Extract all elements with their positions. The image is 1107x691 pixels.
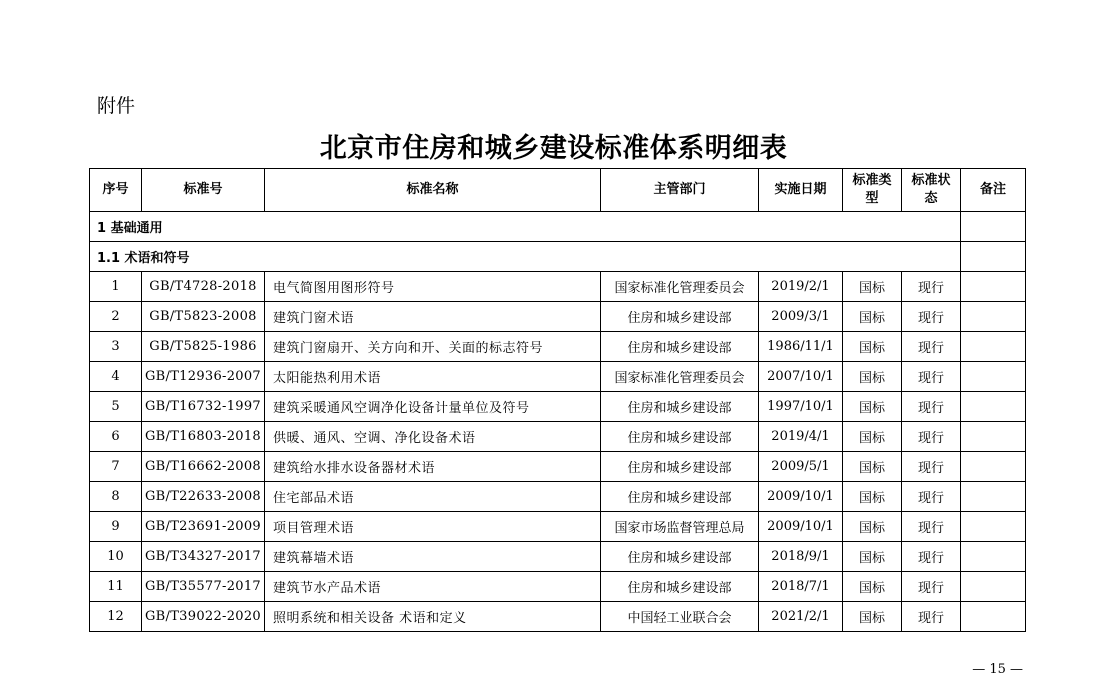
cell-dept: 国家标准化管理委员会 — [601, 362, 759, 392]
table-row — [90, 302, 1026, 332]
cell-type: 国标 — [843, 302, 902, 332]
cell-type: 国标 — [843, 602, 902, 632]
cell-dept: 国家标准化管理委员会 — [601, 272, 759, 302]
cell-status: 现行 — [902, 602, 961, 632]
document-title: 北京市住房和城乡建设标准体系明细表 — [319, 133, 788, 164]
cell-code: GB/T16662-2008 — [142, 452, 265, 482]
cell-dept: 住房和城乡建设部 — [601, 572, 759, 602]
attachment-label: 附件 — [97, 95, 136, 117]
header-type: 标准类型 — [843, 169, 902, 212]
cell-type: 国标 — [843, 362, 902, 392]
cell-code: GB/T12936-2007 — [142, 362, 265, 392]
header-date: 实施日期 — [759, 169, 843, 212]
cell-status: 现行 — [902, 572, 961, 602]
cell-seq: 10 — [90, 542, 142, 572]
cell-type: 国标 — [843, 272, 902, 302]
cell-dept: 中国轻工业联合会 — [601, 602, 759, 632]
section-label-level1: 1 基础通用 — [90, 212, 961, 242]
header-dept: 主管部门 — [601, 169, 759, 212]
header-code: 标准号 — [142, 169, 265, 212]
cell-type: 国标 — [843, 512, 902, 542]
cell-date: 2009/10/1 — [759, 512, 843, 542]
cell-name: 项目管理术语 — [265, 512, 601, 542]
cell-code: GB/T34327-2017 — [142, 542, 265, 572]
cell-date: 2019/2/1 — [759, 272, 843, 302]
cell-dept: 住房和城乡建设部 — [601, 452, 759, 482]
table-row — [90, 392, 1026, 422]
cell-seq: 6 — [90, 422, 142, 452]
cell-seq: 9 — [90, 512, 142, 542]
cell-remark — [961, 602, 1026, 632]
cell-name: 建筑门窗扇开、关方向和开、关面的标志符号 — [265, 332, 601, 362]
cell-name: 太阳能热利用术语 — [265, 362, 601, 392]
page-number: — 15 — — [972, 662, 1023, 677]
cell-dept: 住房和城乡建设部 — [601, 302, 759, 332]
cell-status: 现行 — [902, 452, 961, 482]
cell-remark — [961, 452, 1026, 482]
cell-date: 2007/10/1 — [759, 362, 843, 392]
cell-date: 2009/3/1 — [759, 302, 843, 332]
cell-remark — [961, 392, 1026, 422]
table-row — [90, 542, 1026, 572]
table-row — [90, 272, 1026, 302]
cell-seq: 11 — [90, 572, 142, 602]
cell-dept: 住房和城乡建设部 — [601, 542, 759, 572]
cell-dept: 住房和城乡建设部 — [601, 482, 759, 512]
cell-code: GB/T23691-2009 — [142, 512, 265, 542]
cell-code: GB/T22633-2008 — [142, 482, 265, 512]
cell-code: GB/T35577-2017 — [142, 572, 265, 602]
table-row — [90, 602, 1026, 632]
cell-date: 1986/11/1 — [759, 332, 843, 362]
cell-date: 2019/4/1 — [759, 422, 843, 452]
table-row — [90, 512, 1026, 542]
section-remark-cell — [961, 212, 1026, 242]
cell-type: 国标 — [843, 422, 902, 452]
cell-remark — [961, 332, 1026, 362]
cell-code: GB/T16803-2018 — [142, 422, 265, 452]
cell-type: 国标 — [843, 482, 902, 512]
cell-seq: 7 — [90, 452, 142, 482]
table-row — [90, 452, 1026, 482]
cell-code: GB/T39022-2020 — [142, 602, 265, 632]
cell-dept: 国家市场监督管理总局 — [601, 512, 759, 542]
cell-type: 国标 — [843, 392, 902, 422]
cell-status: 现行 — [902, 482, 961, 512]
cell-code: GB/T16732-1997 — [142, 392, 265, 422]
cell-date: 2018/9/1 — [759, 542, 843, 572]
cell-seq: 1 — [90, 272, 142, 302]
cell-name: 建筑节水产品术语 — [265, 572, 601, 602]
cell-status: 现行 — [902, 332, 961, 362]
section-label-level2: 1.1 术语和符号 — [90, 242, 961, 272]
table-header — [90, 169, 1026, 212]
cell-name: 照明系统和相关设备 术语和定义 — [265, 602, 601, 632]
cell-status: 现行 — [902, 392, 961, 422]
cell-name: 供暖、通风、空调、净化设备术语 — [265, 422, 601, 452]
cell-date: 2021/2/1 — [759, 602, 843, 632]
cell-remark — [961, 422, 1026, 452]
cell-remark — [961, 482, 1026, 512]
cell-seq: 3 — [90, 332, 142, 362]
section-row-level2 — [90, 242, 1026, 272]
table-row — [90, 572, 1026, 602]
cell-code: GB/T5825-1986 — [142, 332, 265, 362]
standards-table — [89, 168, 1026, 632]
table-row — [90, 482, 1026, 512]
header-remark: 备注 — [961, 169, 1026, 212]
cell-name: 住宅部品术语 — [265, 482, 601, 512]
cell-name: 建筑采暖通风空调净化设备计量单位及符号 — [265, 392, 601, 422]
table-row — [90, 362, 1026, 392]
table-row — [90, 332, 1026, 362]
header-name: 标准名称 — [265, 169, 601, 212]
section-row-level1 — [90, 212, 1026, 242]
cell-type: 国标 — [843, 572, 902, 602]
cell-remark — [961, 542, 1026, 572]
cell-status: 现行 — [902, 512, 961, 542]
cell-dept: 住房和城乡建设部 — [601, 392, 759, 422]
cell-status: 现行 — [902, 272, 961, 302]
cell-status: 现行 — [902, 302, 961, 332]
cell-seq: 5 — [90, 392, 142, 422]
cell-name: 建筑给水排水设备器材术语 — [265, 452, 601, 482]
table-body — [90, 212, 1026, 632]
cell-date: 2009/10/1 — [759, 482, 843, 512]
cell-type: 国标 — [843, 452, 902, 482]
table-row — [90, 422, 1026, 452]
cell-date: 2009/5/1 — [759, 452, 843, 482]
section-remark-cell — [961, 242, 1026, 272]
cell-seq: 2 — [90, 302, 142, 332]
cell-date: 1997/10/1 — [759, 392, 843, 422]
cell-dept: 住房和城乡建设部 — [601, 422, 759, 452]
cell-remark — [961, 572, 1026, 602]
cell-type: 国标 — [843, 542, 902, 572]
cell-code: GB/T5823-2008 — [142, 302, 265, 332]
header-seq: 序号 — [90, 169, 142, 212]
cell-date: 2018/7/1 — [759, 572, 843, 602]
cell-name: 电气简图用图形符号 — [265, 272, 601, 302]
cell-name: 建筑幕墙术语 — [265, 542, 601, 572]
cell-status: 现行 — [902, 422, 961, 452]
cell-type: 国标 — [843, 332, 902, 362]
cell-name: 建筑门窗术语 — [265, 302, 601, 332]
cell-seq: 8 — [90, 482, 142, 512]
cell-remark — [961, 362, 1026, 392]
cell-remark — [961, 272, 1026, 302]
cell-code: GB/T4728-2018 — [142, 272, 265, 302]
header-status: 标准状态 — [902, 169, 961, 212]
cell-seq: 12 — [90, 602, 142, 632]
cell-remark — [961, 302, 1026, 332]
cell-dept: 住房和城乡建设部 — [601, 332, 759, 362]
cell-status: 现行 — [902, 542, 961, 572]
cell-seq: 4 — [90, 362, 142, 392]
cell-status: 现行 — [902, 362, 961, 392]
cell-remark — [961, 512, 1026, 542]
